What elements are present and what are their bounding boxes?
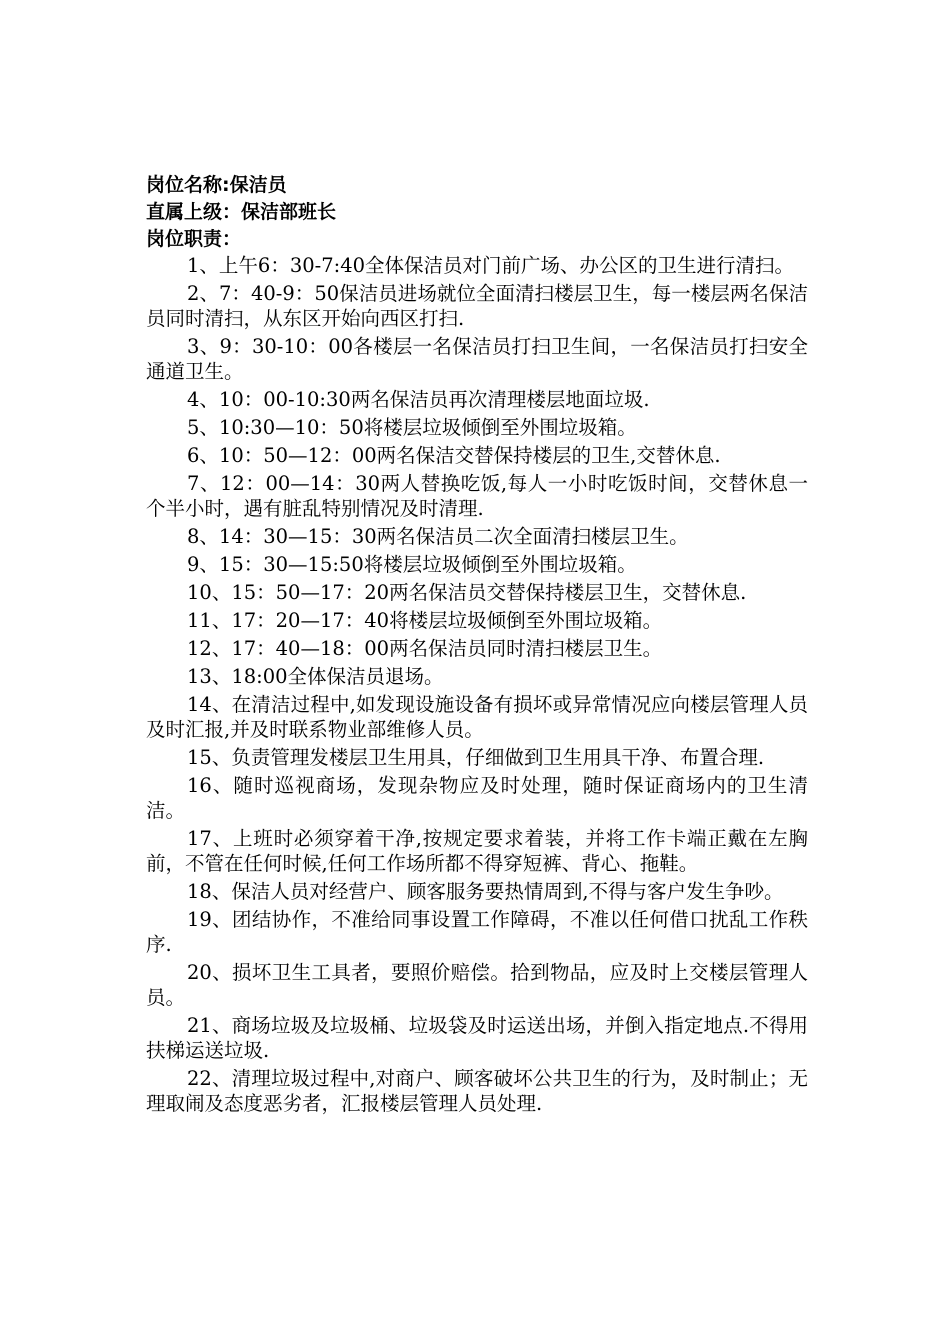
- duty-item: 21、商场垃圾及垃圾桶、垃圾袋及时运送出场，并倒入指定地点.不得用扶梯运送垃圾.: [146, 1014, 808, 1062]
- duty-item: 15、负责管理发楼层卫生用具，仔细做到卫生用具干净、布置合理.: [187, 746, 765, 769]
- duty-item: 12、17：40—18：00两名保洁员同时清扫楼层卫生。: [187, 637, 663, 660]
- supervisor-line: 直属上级：保洁部班长: [146, 201, 337, 223]
- position-title: 岗位名称:保洁员: [146, 174, 287, 196]
- duties-heading: 岗位职责：: [146, 228, 242, 250]
- duty-item: 17、上班时必须穿着干净,按规定要求着装，并将工作卡端正戴在左胸前，不管在任何时候,任何工作场所都不得穿短裤、背心、拖鞋。: [146, 827, 808, 875]
- duty-item: 11、17：20—17：40将楼层垃圾倾倒至外围垃圾箱。: [187, 609, 663, 632]
- document-page: [146, 172, 808, 1119]
- duty-item: 8、14：30—15：30两名保洁员二次全面清扫楼层卫生。: [187, 525, 689, 548]
- duty-item: 22、清理垃圾过程中,对商户、顾客破坏公共卫生的行为，及时制止；无理取闹及态度恶劣者，汇报楼层管理人员处理.: [146, 1067, 808, 1115]
- duty-item: 13、18:00全体保洁员退场。: [187, 665, 444, 688]
- duty-item: 2、7：40-9：50保洁员进场就位全面清扫楼层卫生，每一楼层两名保洁员同时清扫，从东区开始向西区打扫.: [146, 282, 808, 330]
- duty-item: 14、在清洁过程中,如发现设施设备有损坏或异常情况应向楼层管理人员及时汇报,并及时联系物业部维修人员。: [146, 693, 808, 741]
- duty-item: 9、15：30—15:50将楼层垃圾倾倒至外围垃圾箱。: [187, 553, 637, 576]
- duty-item: 1、上午6：30-7:40全体保洁员对门前广场、办公区的卫生进行清扫。: [187, 254, 795, 277]
- duty-item: 10、15：50—17：20两名保洁员交替保持楼层卫生，交替休息.: [187, 581, 747, 604]
- duty-item: 19、团结协作，不准给同事设置工作障碍，不准以任何借口扰乱工作秩序.: [146, 908, 808, 956]
- duty-item: 4、10：00-10:30两名保洁员再次清理楼层地面垃圾.: [187, 388, 650, 411]
- duty-item: 7、12：00—14：30两人替换吃饭,每人一小时吃饭时间，交替休息一个半小时，遇有脏乱特别情况及时清理.: [146, 472, 808, 520]
- duty-item: 5、10:30—10：50将楼层垃圾倾倒至外围垃圾箱。: [187, 416, 637, 439]
- duties-list: [146, 253, 808, 1116]
- duty-item: 6、10：50—12：00两名保洁交替保持楼层的卫生,交替休息.: [187, 444, 721, 467]
- duty-item: 18、保洁人员对经营户、顾客服务要热情周到,不得与客户发生争吵。: [187, 880, 784, 903]
- duty-item: 20、损坏卫生工具者，要照价赔偿。拾到物品，应及时上交楼层管理人员。: [146, 961, 808, 1009]
- duty-item: 3、9：30-10：00各楼层一名保洁员打扫卫生间，一名保洁员打扫安全通道卫生。: [146, 335, 808, 383]
- duty-item: 16、随时巡视商场，发现杂物应及时处理，随时保证商场内的卫生清洁。: [146, 774, 808, 822]
